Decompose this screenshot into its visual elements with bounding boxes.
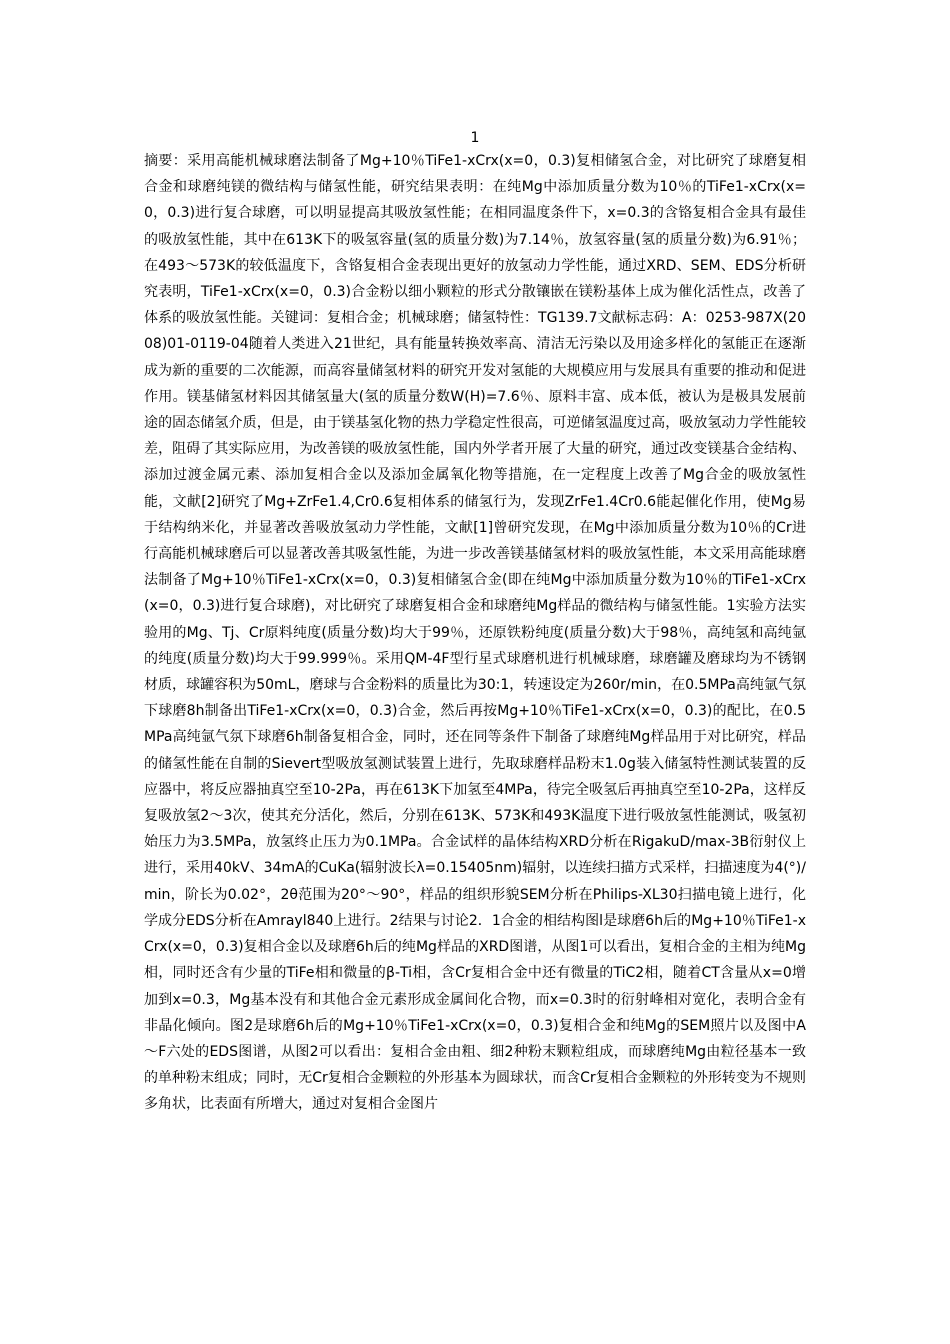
page-number: 1 [470,130,480,146]
body-text: 摘要：采用高能机械球磨法制备了Mg+10％TiFe1-xCrx(x=0，0.3)复相储氢合金，对比研究了球磨复相合金和球磨纯镁的微结构与储氢性能，研究结果表明：在纯Mg中添加质量分数为10％的TiFe1-xCrx(x=0，0.3)进行复合球磨，可以明显提高其吸放氢性能；在相同温度条件下，x=0.3的含铬复相合金具有最佳的吸放氢性能，其中在613K下的吸氢容量(氢的质量分数)为7.14％，放氢容量(氢的质量分数)为6.91％；在493～573K的较低温度下，含铬复相合金表现出更好的放氢动力学性能，通过XRD、SEM、EDS分析研究表明，TiFe1-xCrx(x=0，0.3)合金粉以细小颗粒的形式分散镶嵌在镁粉基体上成为催化活性点，改善了体系的吸放氢性能。关键词：复相合金；机械球磨；储氢特性：TG139.7文献标志码：A：0253-987X(2008)01-0119-04随着人类进入21世纪，具有能量转换效率高、清洁无污染以及用途多样化的氢能正在逐渐成为新的重要的二次能源，而高容量储氢材料的研究开发对氢能的大规模应用与发展具有重要的推动和促进作用。镁基储氢材料因其储氢量大(氢的质量分数W(H)=7.6％、原料丰富、成本低，被认为是极具发展前途的固态储氢介质，但是，由于镁基氢化物的热力学稳定性很高，可逆储氢温度过高，吸放氢动力学性能较差，阻碍了其实际应用，为改善镁的吸放氢性能，国内外学者开展了大量的研究，通过改变镁基合金结构、添加过渡金属元素、添加复相合金以及添加金属氧化物等措施，在一定程度上改善了Mg合金的吸放氢性能，文献[2]研究了Mg+ZrFe1.4,Cr0.6复相体系的储氢行为，发现ZrFe1.4Cr0.6能起催化作用，使Mg易于结构纳米化，并显著改善吸放氢动力学性能，文献[1]曾研究发现，在Mg中添加质量分数为10％的Cr进行高能机械球磨后可以显著改善其吸氢性能，为进一步改善镁基储氢材料的吸放氢性能，本文采用高能球磨法制备了Mg+10％TiFe1-xCrx(x=0，0.3)复相储氢合金(即在纯Mg中添加质量分数为10％的TiFe1-xCrx(x=0，0.3)进行复合球磨)，对比研究了球磨复相合金和球磨纯Mg样品的微结构与储氢性能。1实验方法实验用的Mg、Tj、Cr原料纯度(质量分数)均大于99％，还原铁粉纯度(质量分数)大于98％，高纯氢和高纯氩的纯度(质量分数)均大于99.999％。采用QM-4F型行星式球磨机进行机械球磨，球磨罐及磨球均为不锈钢材质，球罐容积为50mL，磨球与合金粉料的质量比为30:1，转速设定为260r/min，在0.5MPa高纯氩气氛下球磨8h制备出TiFe1-xCrx(x=0，0.3)合金，然后再按Mg+10％TiFe1-xCrx(x=0，0.3)的配比，在0.5MPa高纯氩气氛下球磨6h制备复相合金，同时，还在同等条件下制备了球磨纯Mg样品用于对比研究，样品的储氢性能在自制的Sievert型吸放氢测试装置上进行，先取球磨样品粉末1.0g装入储氢特性测试装置的反应器中，将反应器抽真空至10-2Pa，再在613K下加氢至4MPa，待完全吸氢后再抽真空至10-2Pa，这样反复吸放氢2～3次，使其充分活化，然后，分别在613K、573K和493K温度下进行吸放氢性能测试，吸氢初始压力为3.5MPa，放氢终止压力为0.1MPa。合金试样的晶体结构XRD分析在RigakuD/max-3B衍射仪上进行，采用40kV、34mA的CuKa(辐射波长λ=0.15405nm)辐射，以连续扫描方式采样，扫描速度为4(°)/min，阶长为0.02°，2θ范围为20°～90°，样品的组织形貌SEM分析在Philips-XL30扫描电镜上进行，化学成分EDS分析在Amrayl840上进行。2结果与讨论2．1合金的相结构图l是球磨6h后的Mg+10％TiFe1-xCrx(x=0，0.3)复相合金以及球磨6h后的纯Mg样品的XRD图谱，从图1可以看出，复相合金的主相为纯Mg相，同时还含有少量的TiFe相和微量的β-Ti相，含Cr复相合金中还有微量的TiC2相，随着CT含量从x=0增加到x=0.3，Mg基本没有和其他合金元素形成金属间化合物，而x=0.3时的衍射峰相对宽化，表明合金有非晶化倾向。图2是球磨6h后的Mg+10％TiFe1-xCrx(x=0，0.3)复相合金和纯Mg的SEM照片以及图中A～F六处的EDS图谱，从图2可以看出：复相合金由粗、细2种粉末颗粒组成，而球磨纯Mg由粒径基本一致的单种粉末组成；同时，无Cr复相合金颗粒的外形基本为圆球状，而含Cr复相合金颗粒的外形转变为不规则多角状，比表面有所增大，通过对复相合金图片 [144,153,806,1113]
